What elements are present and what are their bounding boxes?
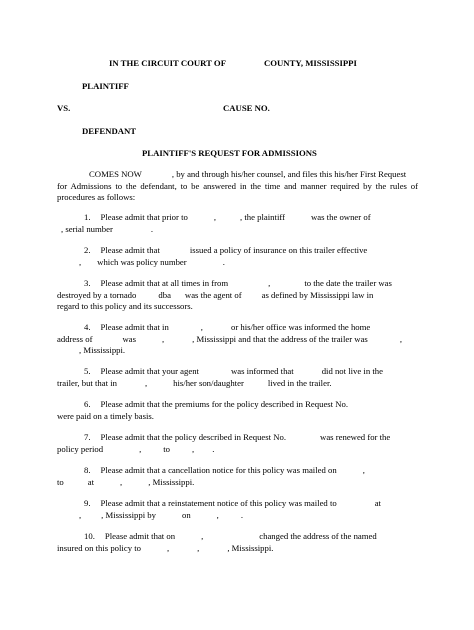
- request-text: was informed that: [230, 366, 294, 376]
- request-text: .: [240, 509, 243, 520]
- request-text: ,: [120, 476, 123, 487]
- request-text: Please admit that the premiums for the policy described in Request No.: [100, 399, 349, 409]
- request-text: Please admit that in: [100, 322, 169, 332]
- request-text: ,: [144, 377, 148, 388]
- plaintiff-label: PLAINTIFF: [82, 81, 129, 91]
- request-text: Please admit that: [100, 245, 160, 255]
- request-text: address of: [57, 333, 93, 344]
- request-text: Please admit that prior to: [100, 212, 188, 222]
- intro-line-2: for Admissions to the defendant, to be answered in the time and manner required by the rules of: [57, 180, 418, 191]
- request-number: 3.: [84, 278, 91, 288]
- request-text: ,: [213, 212, 217, 222]
- request-text: Please admit that on: [104, 531, 176, 541]
- request-text: his/her son/daughter: [173, 377, 244, 388]
- request-text: as defined by Mississippi law in: [261, 289, 374, 300]
- request-text: , Mississippi.: [227, 542, 274, 553]
- request-text: ,: [79, 509, 82, 520]
- request-item: [57, 399, 418, 422]
- request-text: on: [181, 509, 191, 520]
- request-text: changed the address of the named: [259, 531, 377, 541]
- request-item: [57, 366, 418, 389]
- request-text: .: [212, 443, 215, 454]
- court-name-right: COUNTY, MISSISSIPPI: [264, 58, 357, 68]
- request-text: lived in the trailer.: [267, 377, 332, 388]
- request-number: 1.: [84, 212, 91, 222]
- request-text: ,: [200, 322, 203, 332]
- request-text: did not live in the: [321, 366, 383, 376]
- request-text: , serial number: [61, 223, 113, 234]
- request-text: Please admit that the policy described in Request No.: [100, 432, 287, 442]
- request-text: ,: [166, 542, 170, 553]
- request-text: regard to this policy and its successors.: [57, 301, 193, 312]
- request-text: ,: [268, 278, 271, 288]
- request-text: Please admit that a cancellation notice for this policy was mailed on: [100, 465, 337, 475]
- request-text: Please admit that at all times in from: [100, 278, 229, 288]
- request-text: ,: [192, 443, 195, 454]
- request-item: [57, 278, 418, 313]
- request-text: , the plaintiff: [240, 212, 285, 222]
- request-text: policy period: [57, 443, 104, 454]
- request-number: 2.: [84, 245, 91, 255]
- request-text: was the owner of: [311, 212, 371, 222]
- request-text: destroyed by a tornado: [57, 289, 137, 300]
- request-text: ,: [139, 443, 142, 454]
- request-number: 4.: [84, 322, 91, 332]
- intro-paragraph: [57, 169, 418, 204]
- request-item: [57, 322, 418, 357]
- request-text: at: [374, 498, 381, 508]
- versus-label: VS.: [57, 103, 71, 113]
- request-text: .: [150, 223, 154, 234]
- request-item: [57, 432, 418, 455]
- request-number: 5.: [84, 366, 91, 376]
- court-name-left: IN THE CIRCUIT COURT OF: [109, 58, 227, 68]
- request-text: issued a policy of insurance on this trailer effective: [189, 245, 368, 255]
- request-text: ,: [197, 542, 200, 553]
- request-text: , Mississippi.: [148, 476, 195, 487]
- request-number: 9.: [84, 498, 91, 508]
- defendant-label: DEFENDANT: [82, 126, 137, 136]
- request-text: , Mississippi.: [79, 345, 126, 356]
- intro-line-1a: COMES NOW: [89, 169, 142, 179]
- request-text: insured on this policy to: [57, 542, 141, 553]
- request-text: was the agent of: [184, 289, 242, 300]
- request-number: 7.: [84, 432, 91, 442]
- request-item: [57, 245, 418, 268]
- request-text: Please admit that a reinstatement notice of this policy was mailed to: [100, 498, 337, 508]
- request-item: [57, 498, 418, 521]
- request-text: was: [122, 333, 136, 344]
- request-text: , Mississippi by: [101, 509, 156, 520]
- request-number: 10.: [84, 531, 95, 541]
- request-text: to the date the trailer was: [304, 278, 392, 288]
- cause-number-label: CAUSE NO.: [223, 103, 270, 113]
- request-item: [57, 465, 418, 488]
- request-text: at: [87, 476, 95, 487]
- request-text: .: [222, 256, 225, 267]
- request-text: ,: [216, 509, 219, 520]
- request-item: [57, 212, 418, 235]
- request-text: were paid on a timely basis.: [57, 410, 154, 421]
- request-text: dba: [158, 289, 171, 300]
- document-title: PLAINTIFF'S REQUEST FOR ADMISSIONS: [142, 148, 317, 158]
- request-text: ,: [161, 333, 165, 344]
- request-text: , Mississippi and that the address of the trailer was: [192, 333, 368, 344]
- request-number: 8.: [84, 465, 91, 475]
- request-text: was renewed for the: [320, 432, 391, 442]
- request-number: 6.: [84, 399, 91, 409]
- request-text: which was policy number: [97, 256, 187, 267]
- intro-line-1b: , by and through his/her counsel, and files this his/her First Request: [171, 169, 407, 179]
- request-text: ,: [362, 465, 365, 475]
- request-text: to: [57, 476, 64, 487]
- request-text: ,: [201, 531, 204, 541]
- request-text: ,: [399, 333, 402, 344]
- request-text: ,: [79, 256, 82, 267]
- request-text: or his/her office was informed the home: [230, 322, 371, 332]
- request-text: to: [163, 443, 171, 454]
- request-text: trailer, but that in: [57, 377, 117, 388]
- request-item: [57, 531, 418, 554]
- intro-line-3: procedures as follows:: [57, 192, 136, 203]
- request-text: Please admit that your agent: [100, 366, 199, 376]
